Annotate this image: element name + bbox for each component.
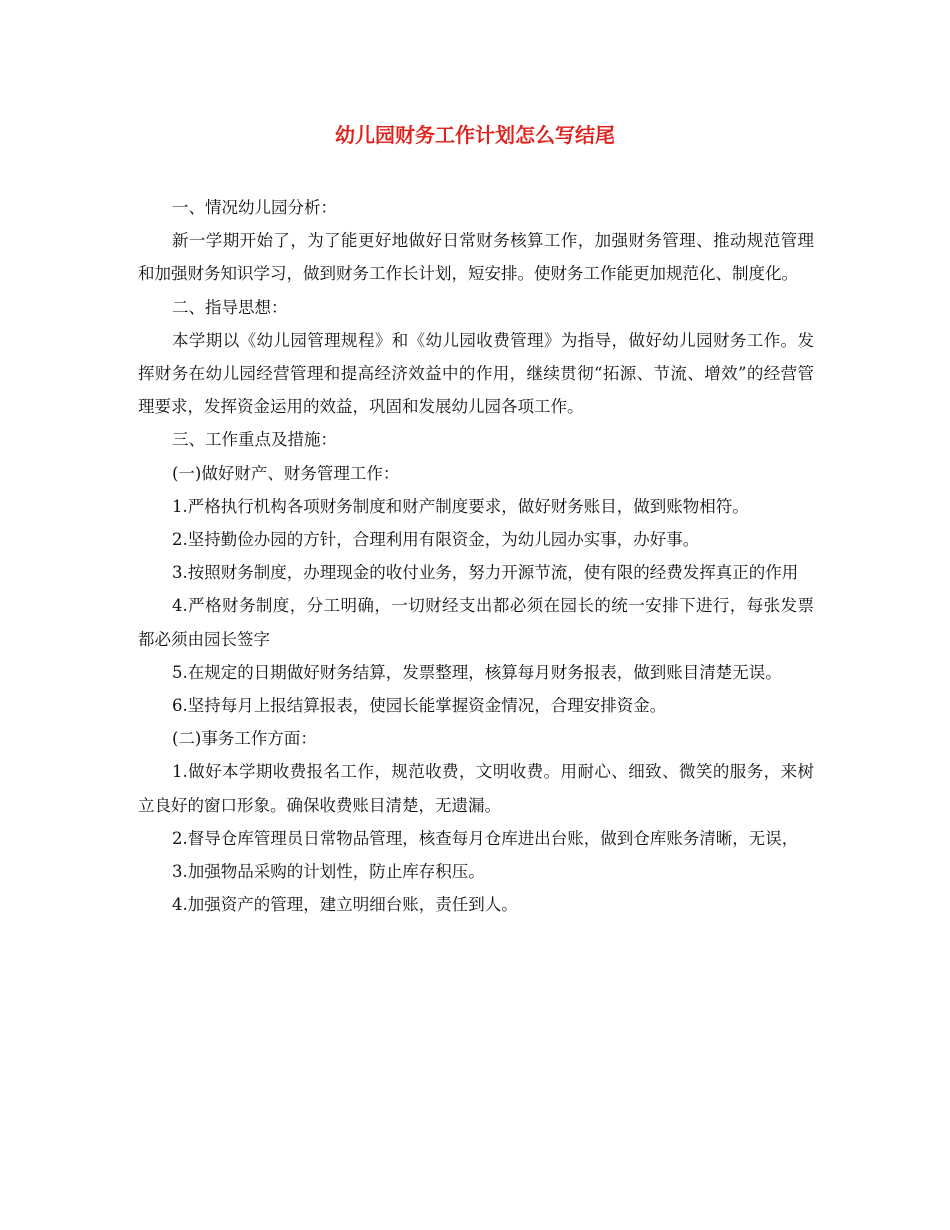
subsection-heading: (一)做好财产、财务管理工作： <box>172 463 400 483</box>
list-item: 3.按照财务制度，办理现金的收付业务，努力开源节流，使有限的经费发挥真正的作用 <box>172 563 799 583</box>
list-item: 2.督导仓库管理员日常物品管理，核查每月仓库进出台账，做到仓库账务清晰，无误， <box>172 828 799 848</box>
list-item: 2.坚持勤俭办园的方针，合理利用有限资金，为幼儿园办实事，办好事。 <box>172 530 700 550</box>
list-item: 1.做好本学期收费报名工作，规范收费，文明收费。用耐心、细致、微笑的服务，来树立良好的窗口形象。确保收费账目清楚，无遗漏。 <box>138 762 814 815</box>
section-heading: 二、指导思想： <box>172 297 288 317</box>
list-item: 3.加强物品采购的计划性，防止库存积压。 <box>172 862 485 882</box>
subsection-heading: (二)事务工作方面： <box>172 729 317 749</box>
list-item: 4.加强资产的管理，建立明细台账，责任到人。 <box>172 895 518 915</box>
page-title: 幼儿园财务工作计划怎么写结尾 <box>335 123 615 147</box>
document-body <box>138 191 814 921</box>
list-item: 5.在规定的日期做好财务结算，发票整理，核算每月财务报表，做到账目清楚无误。 <box>172 662 782 682</box>
section-heading: 一、情况幼儿园分析： <box>172 198 337 217</box>
body-paragraph: 本学期以《幼儿园管理规程》和《幼儿园收费管理》为指导，做好幼儿园财务工作。发挥财务在幼儿园经营管理和提高经济效益中的作用，继续贯彻“拓源、节流、增效”的经营管理要求，发挥资金运用的效益，巩固和发展幼儿园各项工作。 <box>138 330 814 417</box>
list-item: 6.坚持每月上报结算报表，使园长能掌握资金情况，合理安排资金。 <box>172 696 667 716</box>
body-paragraph: 新一学期开始了，为了能更好地做好日常财务核算工作，加强财务管理、推动规范管理和加强财务知识学习，做到财务工作长计划，短安排。使财务工作能更加规范化、制度化。 <box>138 231 814 284</box>
list-item: 1.严格执行机构各项财务制度和财产制度要求，做好财务账目，做到账物相符。 <box>172 496 749 516</box>
list-item: 4.严格财务制度，分工明确，一切财经支出都必须在园长的统一安排下进行，每张发票都必须由园长签字 <box>138 596 814 649</box>
section-heading: 三、工作重点及措施： <box>172 430 337 450</box>
